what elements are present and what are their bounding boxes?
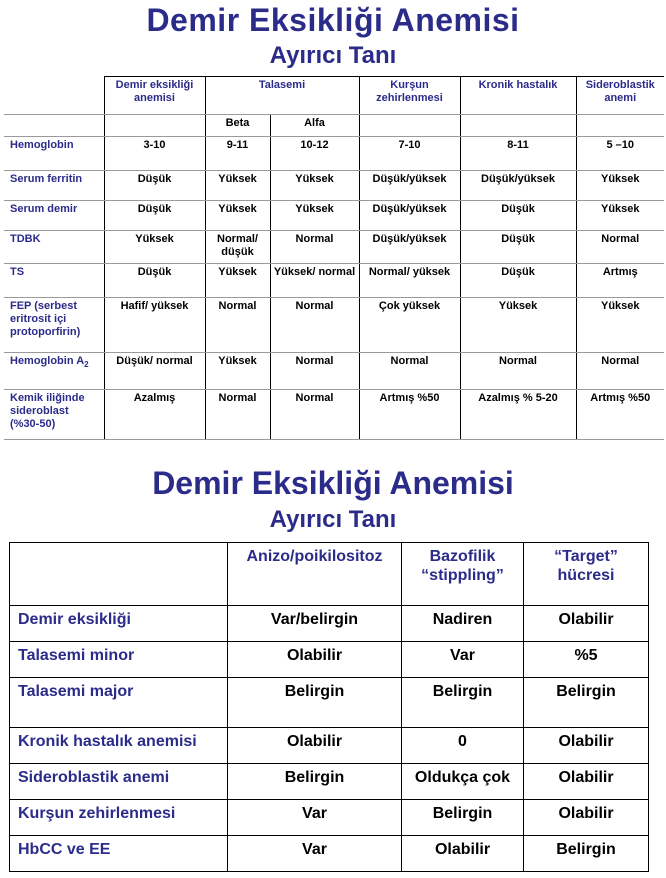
table2-row	[10, 678, 649, 728]
table2-cell: Olabilir	[524, 606, 649, 642]
header2-bazofilik: Bazofilik “stippling”	[402, 543, 524, 606]
table2-cell: Olabilir	[524, 728, 649, 764]
table2-row	[10, 800, 649, 836]
slide1-title: Demir Eksikliği Anemisi	[146, 2, 520, 38]
table1-cell: Düşük	[104, 264, 205, 298]
slide2-title: Demir Eksikliği Anemisi	[152, 465, 514, 501]
table1-cell: 7-10	[359, 137, 460, 171]
row-label-text: Kemik iliğinde sideroblast (%30-50)	[10, 392, 85, 430]
table1-cell: Normal	[359, 353, 460, 390]
table1-cell: Azalmış % 5-20	[460, 390, 576, 440]
slide2-subtitle: Ayırıcı Tanı	[269, 506, 397, 533]
table2-cell: Belirgin	[524, 678, 649, 728]
table2-cell: %5	[524, 642, 649, 678]
table1-cell: Yüksek	[205, 201, 270, 231]
table2-row	[10, 606, 649, 642]
table1-row	[4, 201, 664, 231]
row-label: Kurşun zehirlenmesi	[10, 800, 228, 836]
table1-cell: Artmış %50	[359, 390, 460, 440]
header2-empty	[10, 543, 228, 606]
table1-cell: Yüksek	[576, 201, 664, 231]
table2-cell: Olabilir	[524, 800, 649, 836]
table1-cell: Yüksek	[576, 171, 664, 201]
subheader-beta: Beta	[205, 115, 270, 137]
table2-cell: Olabilir	[228, 728, 402, 764]
table1-row	[4, 298, 664, 353]
table2-row	[10, 728, 649, 764]
header2-target: “Target” hücresi	[524, 543, 649, 606]
row-label-text: FEP (serbest eritrosit içi protoporfirin)	[10, 300, 81, 338]
table1-cell: Düşük/yüksek	[460, 171, 576, 201]
table1-cell: Normal	[205, 390, 270, 440]
table2-cell: Var/belirgin	[228, 606, 402, 642]
table2-cell: 0	[402, 728, 524, 764]
row-label-text: Serum ferritin	[10, 173, 83, 185]
table1-cell: Düşük	[460, 201, 576, 231]
table1-cell: Normal	[205, 298, 270, 353]
row-label: Talasemi minor	[10, 642, 228, 678]
table1-cell: Hafif/ yüksek	[104, 298, 205, 353]
header-kronik: Kronik hastalık	[460, 77, 576, 115]
table1-cell: 8-11	[460, 137, 576, 171]
table1-cell: 5 –10	[576, 137, 664, 171]
subheader-empty-kursun	[359, 115, 460, 137]
table1-cell: Yüksek/ normal	[270, 264, 359, 298]
table1-cell: Yüksek	[205, 264, 270, 298]
row-label-text: Serum demir	[10, 203, 78, 215]
row-label	[4, 298, 104, 353]
table1-cell: Yüksek	[460, 298, 576, 353]
header-kursun: Kurşun zehirlenmesi	[359, 77, 460, 115]
row-label	[4, 390, 104, 440]
table2-cell: Olabilir	[228, 642, 402, 678]
differential-table-2	[9, 542, 649, 872]
table1-cell: Normal	[270, 390, 359, 440]
row-label	[4, 353, 104, 390]
subheader-empty-kronik	[460, 115, 576, 137]
table1-cell: Düşük/yüksek	[359, 231, 460, 264]
differential-table-1	[4, 76, 664, 440]
table1-cell: Düşük/yüksek	[359, 171, 460, 201]
table1-cell: Normal/ yüksek	[359, 264, 460, 298]
table1-cell: Artmış %50	[576, 390, 664, 440]
table1-row	[4, 171, 664, 201]
table1-cell: Yüksek	[205, 353, 270, 390]
row-label	[4, 171, 104, 201]
table1-cell: Azalmış	[104, 390, 205, 440]
table1-cell: Normal/ düşük	[205, 231, 270, 264]
table2-cell: Belirgin	[228, 678, 402, 728]
row-label: Talasemi major	[10, 678, 228, 728]
header-empty	[4, 77, 104, 115]
table1-cell: Yüksek	[104, 231, 205, 264]
table2-cell: Olabilir	[524, 764, 649, 800]
table2-cell: Belirgin	[524, 836, 649, 872]
table1-cell: Normal	[576, 231, 664, 264]
table2-cell: Var	[402, 642, 524, 678]
row-label	[4, 231, 104, 264]
row-label: Demir eksikliği	[10, 606, 228, 642]
table1-cell: Normal	[460, 353, 576, 390]
table2-cell: Belirgin	[402, 678, 524, 728]
table2-cell: Belirgin	[228, 764, 402, 800]
table2-cell: Var	[228, 800, 402, 836]
row-label-text: TS	[10, 266, 25, 278]
table2-row	[10, 836, 649, 872]
row-label	[4, 137, 104, 171]
row-label	[4, 264, 104, 298]
table1-cell: Yüksek	[270, 201, 359, 231]
table1-cell: Normal	[270, 353, 359, 390]
table1-cell: Yüksek	[205, 171, 270, 201]
table1-row	[4, 264, 664, 298]
row-label: Sideroblastik anemi	[10, 764, 228, 800]
row-label: Kronik hastalık anemisi	[10, 728, 228, 764]
row-label: HbCC ve EE	[10, 836, 228, 872]
table1-row	[4, 390, 664, 440]
table1-cell: Yüksek	[270, 171, 359, 201]
table1-cell: Artmış	[576, 264, 664, 298]
table1-cell: Normal	[576, 353, 664, 390]
table1-cell: Normal	[270, 298, 359, 353]
table2-row	[10, 642, 649, 678]
table2-cell: Olabilir	[402, 836, 524, 872]
table2-row	[10, 764, 649, 800]
table1-cell: Normal	[270, 231, 359, 264]
row-label-subscript: 2	[84, 360, 89, 370]
slide1-subtitle: Ayırıcı Tanı	[269, 42, 397, 69]
table1-row	[4, 137, 664, 171]
table1-cell: Düşük	[104, 171, 205, 201]
table2-cell: Var	[228, 836, 402, 872]
row-label-text: TDBK	[10, 233, 41, 245]
table1-cell: Düşük	[104, 201, 205, 231]
table1-row	[4, 231, 664, 264]
header2-anizo: Anizo/poikilositoz	[228, 543, 402, 606]
table2-cell: Nadiren	[402, 606, 524, 642]
row-label-text: Hemoglobin	[10, 139, 74, 151]
table1-cell: Düşük	[460, 231, 576, 264]
table2-cell: Oldukça çok	[402, 764, 524, 800]
table2-cell: Belirgin	[402, 800, 524, 836]
table1-cell: Düşük	[460, 264, 576, 298]
subheader-empty-sidero	[576, 115, 664, 137]
row-label-text: Hemoglobin A	[10, 355, 85, 367]
subheader-empty-demir	[104, 115, 205, 137]
row-label	[4, 201, 104, 231]
table1-cell: 9-11	[205, 137, 270, 171]
table1-cell: Düşük/ normal	[104, 353, 205, 390]
header-demir: Demir eksikliği anemisi	[104, 77, 205, 115]
table1-row	[4, 353, 664, 390]
subheader-empty	[4, 115, 104, 137]
table1-cell: Çok yüksek	[359, 298, 460, 353]
table1-cell: 3-10	[104, 137, 205, 171]
table1-cell: Yüksek	[576, 298, 664, 353]
table1-cell: 10-12	[270, 137, 359, 171]
header-sidero: Sideroblastik anemi	[576, 77, 664, 115]
subheader-alfa: Alfa	[270, 115, 359, 137]
table1-cell: Düşük/yüksek	[359, 201, 460, 231]
header-talasemi: Talasemi	[205, 77, 359, 115]
